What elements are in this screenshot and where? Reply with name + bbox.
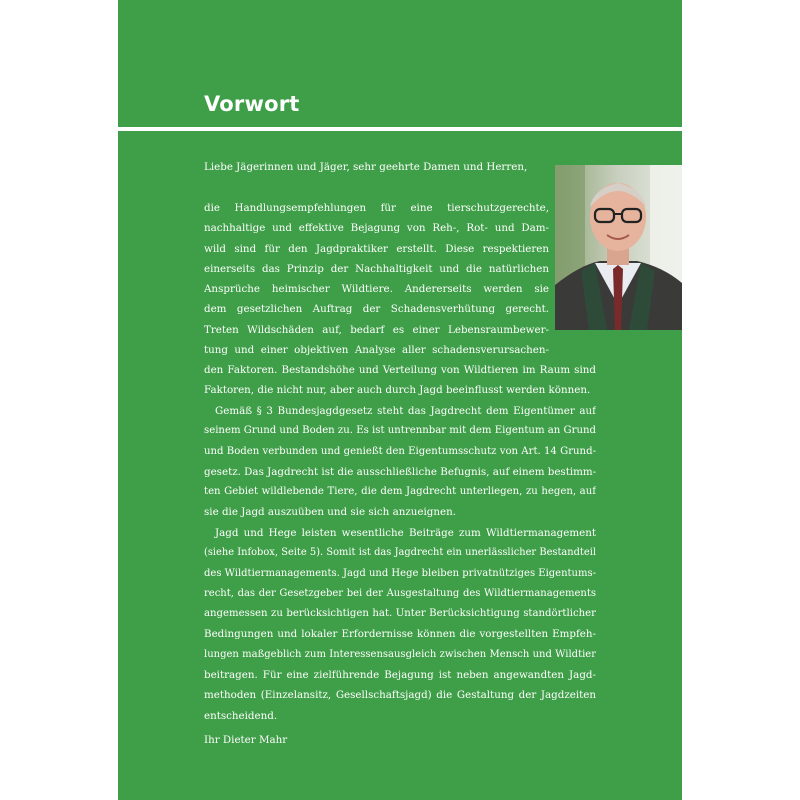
text-line: den Faktoren. Bestandshöhe und Verteilung von Wildtieren im Raum sind [204,364,596,376]
text-line: tung und einer objektiven Analyse aller schadensverursachen- [204,344,549,357]
paragraph-1-continued [204,360,596,401]
text-line: recht, das der Gesetzgeber bei der Ausgestaltung des Wildtiermanagements [204,587,596,599]
portrait-photo-icon [555,165,682,330]
paragraph-3 [204,523,596,726]
paragraph-2 [204,401,596,523]
text-line: dem gesetzlichen Auftrag der Schadensverhütung gerecht. [204,303,549,316]
page-title: Vorwort [204,92,300,116]
text-line: angemessen zu berücksichtigen hat. Unter Berücksichtigung standörtlicher [204,608,596,620]
salutation: Liebe Jägerinnen und Jäger, sehr geehrte Damen und Herren, [204,161,528,173]
text-line: Jagd und Hege leisten wesentliche Beiträge zum Wildtiermanagement [215,527,596,539]
text-line: entscheidend. [204,709,278,722]
text-line: ten Gebiet wildlebende Tiere, die dem Jagdrecht unterliegen, zu hegen, auf [204,486,596,498]
text-line: einerseits das Prinzip der Nachhaltigkeit und die natürlichen [204,262,549,275]
text-line: nachhaltige und effektive Bejagung von Reh-, Rot- und Dam- [204,222,549,235]
text-line: Treten Wildschäden auf, bedarf es einer Lebensraumbewer- [204,323,549,336]
text-line: methoden (Einzelansitz, Gesellschaftsjagd) die Gestaltung der Jagdzeiten [204,689,596,702]
text-line: lungen maßgeblich zum Interessensausgleich zwischen Mensch und Wildtier [204,648,596,660]
title-divider [118,127,682,131]
text-line: Ansprüche heimischer Wildtiere. Andererseits werden sie [204,283,549,296]
page [118,0,682,800]
signature: Ihr Dieter Mahr [204,734,288,746]
text-line: die Handlungsempfehlungen für eine tierschutzgerechte, [204,202,549,214]
text-line: gesetz. Das Jagdrecht ist die ausschließliche Befugnis, auf einem bestimm- [204,465,596,478]
text-line: und Boden verbunden und genießt den Eigentumsschutz von Art. 14 Grund- [204,445,596,457]
text-line: des Wildtiermanagements. Jagd und Hege bleiben privatnütziges Eigentums- [204,567,596,579]
text-line: Gemäß § 3 Bundesjagdgesetz steht das Jagdrecht dem Eigentümer auf [215,405,596,417]
text-line: wild sind für den Jagdpraktiker erstellt. Diese respektieren [204,242,549,255]
text-line: seinem Grund und Boden zu. Es ist untrennbar mit dem Eigentum an Grund [204,425,596,437]
paragraph-1 [204,198,549,360]
text-line: beitragen. Für eine zielführende Bejagung ist neben angewandten Jagd- [204,669,596,682]
text-line: (siehe Infobox, Seite 5). Somit ist das Jagdrecht ein unerlässlicher Bestandteil [204,547,596,559]
text-line: sie die Jagd auszuüben und sie sich anzueignen. [204,506,457,519]
text-line: Faktoren, die nicht nur, aber auch durch Jagd beeinflusst werden können. [204,384,591,397]
text-line: Bedingungen und lokaler Erfordernisse können die vorgestellten Empfeh- [204,628,596,641]
